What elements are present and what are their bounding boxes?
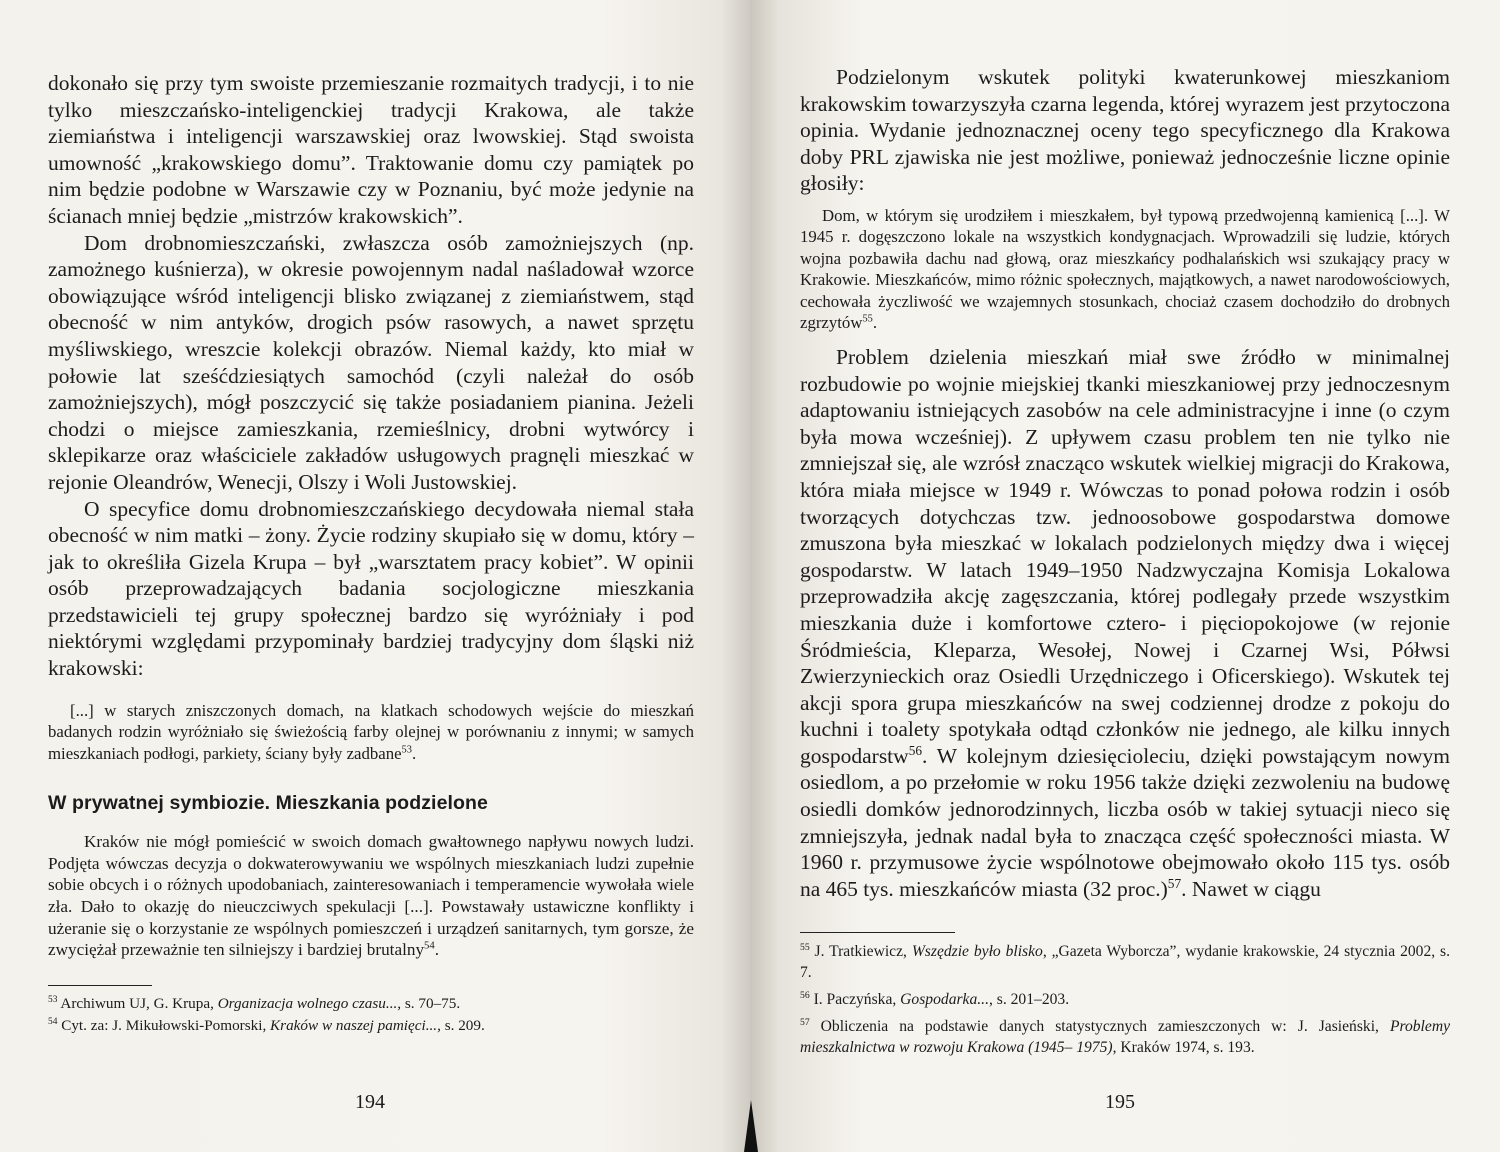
footnote-number: 55: [800, 942, 810, 954]
section-quote-end: .: [434, 940, 439, 960]
footnote-number: 57: [800, 1017, 810, 1029]
footnote-title: Organizacja wolnego czasu...: [217, 994, 398, 1012]
paragraph-text: Problem dzielenia mieszkań miał swe źródło w minimalnej rozbudowie po wojnie miejskiej tkanki mieszkaniowej przy jednoczesnym adaptowaniu istniejących zasobów na cele administracyjne i inne (o czym była mowa wcześniej). Z upływem czasu problem ten nie tylko nie zmniejszał się, ale wzrósł znacząco wskutek wielkiej migracji do Krakowa, która miała miejsce w 1949 r. Wówczas to ponad połowa rodzin i osób tworzących dotychczas tzw. jednoosobowe gospodarstwa domowe zmuszona była mieszkać w lokalach podzielonych między dwa i więcej gospodarstw. W latach 1949–1950 Nadzwyczajna Komisja Lokalowa przeprowadziła akcję zagęszczania, której podlegały przede wszystkim mieszkania duże i komfortowe cztero- i pięciopokojowe (w rejonie Śródmieścia, Kleparza, Wesołej, Nowej i Czarnej Wsi, Półwsi Zwierzynieckich oraz Osiedli Urzędniczego i Oficerskiego). Wskutek tej akcji spora grupa mieszkańców na swej codziennej drodze z pokoju do kuchni i toalety spotykała odtąd członków nie jednego, ale kilku innych gospodarstw: [800, 344, 1450, 768]
paragraph-text: . W kolejnym dziesięcioleciu, dzięki powstającym nowym osiedlom, a po przełomie w roku 1956 także dzięki zezwoleniu na budowę osiedli domków jednorodzinnych, liczba osób w takiej sytuacji nieco się zmniejszyła, jednak nadal była to znacząca część społeczności miasta. W 1960 r. przymusowe życie wspólnotowe obejmowało około 115 tys. osób na 465 tys. mieszkańców miasta (32 proc.): [800, 743, 1450, 901]
footnote-number: 56: [800, 990, 810, 1002]
footnote-text: J. Tratkiewicz,: [814, 943, 912, 961]
footnote: [800, 989, 1450, 1010]
footnote-text: , s. 70–75.: [397, 994, 461, 1012]
block-quote: [800, 205, 1450, 334]
footnote-text: , s. 209.: [437, 1016, 485, 1034]
footnote: [800, 941, 1450, 983]
footnote-number: 54: [48, 1016, 58, 1027]
page-number: 194: [355, 1091, 385, 1113]
footnote-ref: 53: [401, 744, 412, 756]
footnote-ref: 56: [908, 742, 923, 758]
page-number: 195: [1105, 1091, 1135, 1113]
footnote-text: , Kraków 1974, s. 193.: [1112, 1039, 1255, 1057]
paragraph: dokonało się przy tym swoiste przemieszanie rozmaitych tradycji, i to nie tylko mieszczańsko-inteligenckiej tradycji Krakowa, ale także ziemiaństwa i inteligencji warszawskiej oraz lwowskiej. Stąd swoista umowność „krakowskiego domu”. Traktowanie domu czy pamiątek po nim będzie podobne w Warszawie czy w Poznaniu, być może jedynie na ścianach mniej będzie „mistrzów krakowskich”.: [48, 71, 694, 228]
footnote-title: Gospodarka...: [900, 991, 989, 1009]
footnote-text: , s. 201–203.: [988, 991, 1070, 1009]
footnote-number: 53: [48, 994, 58, 1005]
footnote-text: Archiwum UJ, G. Krupa,: [60, 994, 218, 1012]
block-quote: [48, 700, 694, 765]
footnote-title: Wszędzie było blisko: [911, 943, 1043, 961]
footnote: [800, 1016, 1450, 1058]
quote-end: .: [411, 743, 417, 763]
paragraph: O specyfice domu drobnomieszczańskiego decydowała niemal stała obecność w nim matki – żony. Życie rodziny skupiało się w domu, który – jak to określiła Gizela Krupa – był „warsztatem pracy kobiet”. W opinii osób przeprowadzających badania socjologiczne mieszkania przedstawicieli tej grupy społecznej bardzo się wyróżniały i pod niektórymi względami przypominały bardziej tradycyjny dom śląski niż krakowski:: [48, 496, 694, 681]
paragraph: Podzielonym wskutek polityki kwaterunkowej mieszkaniom krakowskim towarzyszyła czarna legenda, której wyrazem jest przytoczona opinia. Wydanie jednoznacznej oceny tego specyficznego dla Krakowa doby PRL zjawiska nie jest możliwe, ponieważ jednocześnie liczne opinie głosiły:: [800, 65, 1450, 196]
footnote: [48, 1016, 694, 1036]
footnote-text: I. Paczyńska,: [813, 991, 901, 1009]
footnote-text: Obliczenia na podstawie danych statystycznych zamieszczonych w: J. Jasieński,: [820, 1018, 1390, 1036]
paragraph-text: . Nawet w ciągu: [1181, 876, 1321, 901]
quote-text: Dom, w którym się urodziłem i mieszkałem, był typową przedwojenną kamienicą [...]. W 1945 r. dogęszczono lokale na wszystkich kondygnacjach. Wprowadzili się ludzie, których wojna pozbawiła dachu nad głową, oraz mieszkańcy podhalańskich wsi szukający pracy w Krakowie. Mieszkańców, mimo różnic społecznych, majątkowych, a nawet narodowościowych, cechowała życzliwość we wzajemnych stosunkach, chociaż czasem dochodziło do drobnych zgrzytów: [800, 205, 1450, 333]
book-spine-shadow: [744, 1100, 758, 1152]
footnote-text: Cyt. za: J. Mikułowski-Pomorski,: [61, 1016, 271, 1034]
section-quote-text: Kraków nie mógł pomieścić w swoich domach gwałtownego napływu nowych ludzi. Podjęta wówczas decyzja o dokwaterowywaniu we wspólnych mieszkaniach ludzi zupełnie sobie obcych i o różnych upodobaniach, zainteresowaniach i temperamencie wywołała wiele zła. Dało to okazję do nieuczciwych spekulacji [...]. Powstawały ustawiczne konflikty i użeranie się o korzystanie ze wspólnych pomieszczeń i urządzeń sanitarnych, tym gorsze, że zwyciężał przeważnie ten silniejszy i bardziej brutalny: [48, 832, 694, 960]
paragraph: Dom drobnomieszczański, zwłaszcza osób zamożniejszych (np. zamożnego kuśnierza), w okresie powojennym nadal naśladował wzorce obowiązujące wśród inteligencji blisko związanej z ziemiaństwem, stąd obecność w nim antyków, drogich psów rasowych, a nawet sprzętu myśliwskiego, wreszcie kolekcji obrazów. Niemal każdy, kto miał w połowie lat sześćdziesiątych samochód (czyli należał do osób zamożniejszych), mógł poszczycić się także posiadaniem pianina. Jeżeli chodzi o miejsce zamieszkania, rzemieślnicy, drobni wytwórcy i sklepikarze oraz właściciele zakładów usługowych pragnęli mieszkać w rejonie Oleandrów, Wenecji, Olszy i Woli Justowskiej.: [48, 230, 694, 494]
footnote-title: Kraków w naszej pamięci...: [270, 1016, 438, 1034]
footnote: [48, 994, 694, 1014]
section-quote: [48, 831, 694, 961]
footnote-text: , „Gazeta Wyborcza”, wydanie krakowskie, 24 stycznia 2002, s. 7.: [800, 943, 1450, 982]
right-page: [750, 0, 1500, 1152]
quote-end: .: [872, 313, 878, 333]
paragraph: [800, 344, 1450, 902]
section-heading: W prywatnej symbiozie. Mieszkania podzielone: [48, 792, 488, 815]
footnote-ref: 54: [424, 940, 435, 952]
footnote-ref: 57: [1167, 875, 1182, 891]
footnote-divider: [800, 932, 955, 933]
footnote-divider: [48, 985, 152, 986]
footnote-ref: 55: [862, 314, 873, 326]
footnote-title: Problemy mieszkalnictwa w rozwoju Krakowa (1945– 1975): [800, 1018, 1450, 1057]
quote-text: [...] w starych zniszczonych domach, na klatkach schodowych wejście do mieszkań badanych rodzin wyróżniało się świeżością farby olejnej w porównaniu z innymi; w samych mieszkaniach podłogi, parkiety, ściany były zadbane: [48, 700, 694, 763]
